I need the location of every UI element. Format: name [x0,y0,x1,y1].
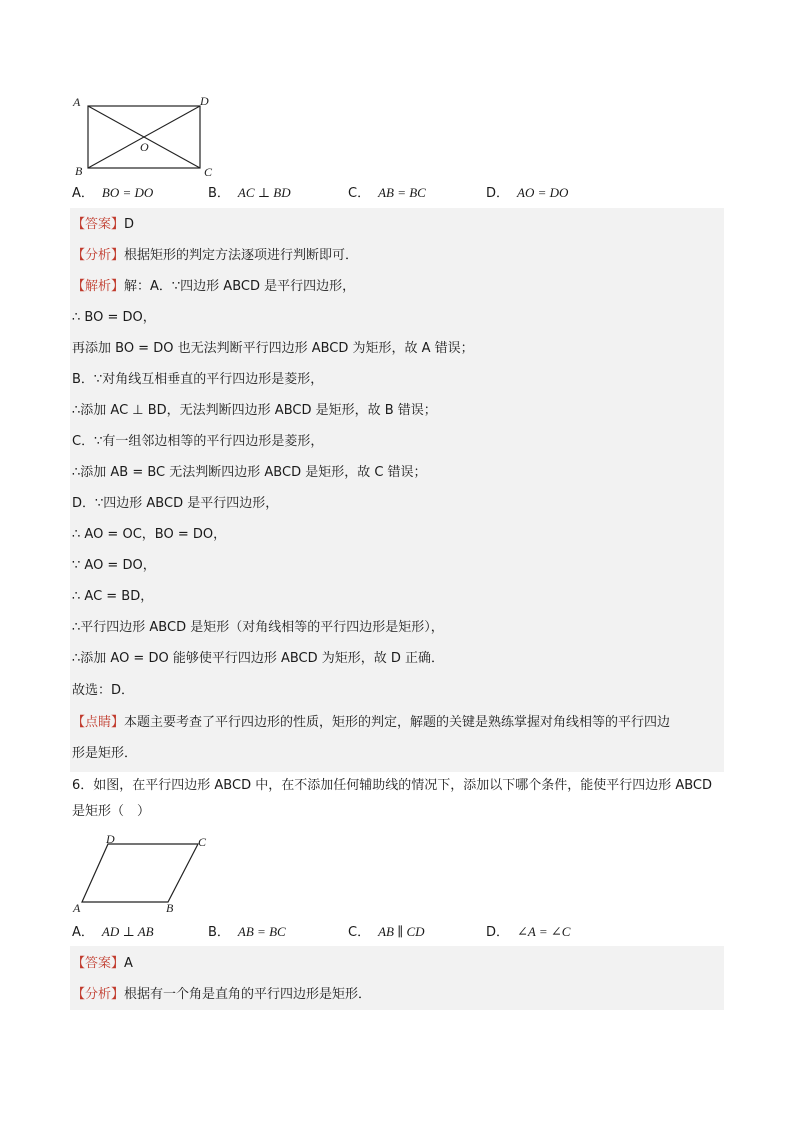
q5-solution-line-14: 故选：D． [72,683,135,698]
q5-answer: 【答案】D [72,217,135,232]
q5-solution-line-13: ∴添加 AO = DO 能够使平行四边形 ABCD 为矩形，故 D 正确． [72,651,445,666]
q6-option-b[interactable]: B． AB = BC [208,924,286,940]
rectangle-figure [68,92,228,182]
q5-comment-line-1: 【点睛】本题主要考查了平行四边形的性质，矩形的判定，解题的关键是熟练掌握对角线相等的平行四边 [72,715,671,730]
label-b: B [75,164,83,178]
label-b: B [166,901,174,915]
parallelogram-figure [68,832,228,918]
label-c: C [198,835,207,849]
q5-option-c[interactable]: C． AB = BC [348,185,426,201]
q5-solution-line-4: B．∵对角线互相垂直的平行四边形是菱形， [72,372,324,387]
q6-option-c[interactable]: C． AB ∥ CD [348,924,425,940]
q6-answer: 【答案】A [72,956,133,971]
label-o: O [140,140,149,154]
q5-solution-line-5: ∴添加 AC ⊥ BD，无法判断四边形 ABCD 是矩形，故 B 错误； [72,403,437,418]
q5-solution-line-3: 再添加 BO = DO 也无法判断平行四边形 ABCD 为矩形，故 A 错误； [72,341,474,356]
q5-analysis: 【分析】根据矩形的判定方法逐项进行判断即可． [72,248,359,263]
q6-option-d[interactable]: D． ∠A = ∠C [486,924,571,940]
q5-solution-line-9: ∴ AO = OC，BO = DO， [72,527,227,542]
q6-stem-line-2: 是矩形（ ） [72,804,151,819]
q5-solution-line-10: ∵ AO = DO， [72,558,156,573]
label-d: D [106,832,115,846]
label-a: A [73,95,81,109]
q5-option-b[interactable]: B． AC ⊥ BD [208,185,291,201]
q6-options [72,922,752,942]
q6-option-a[interactable]: A． AD ⊥ AB [72,924,154,940]
q5-option-a[interactable]: A． BO = DO [72,185,154,201]
q6-stem [72,773,724,825]
q5-solution-line-2: ∴ BO = DO， [72,310,156,325]
q5-solution-line-7: ∴添加 AB = BC 无法判断四边形 ABCD 是矩形，故 C 错误； [72,465,427,480]
label-a: A [73,901,81,915]
q6-analysis: 【分析】根据有一个角是直角的平行四边形是矩形． [72,987,372,1002]
label-c: C [204,165,213,179]
q5-solution-line-1: 【解析】解：A．∵四边形 ABCD 是平行四边形， [72,279,356,294]
q5-comment-line-2: 形是矩形． [72,746,138,761]
q5-options [72,183,752,203]
parallelogram-shape [82,844,198,902]
label-d: D [200,94,209,108]
q5-option-d[interactable]: D． AO = DO [486,185,569,201]
q6-stem-line-1: 6．如图，在平行四边形 ABCD 中，在不添加任何辅助线的情况下，添加以下哪个条件，能使平行四边形 ABCD [72,778,713,793]
q5-solution-line-11: ∴ AC = BD， [72,589,154,604]
q5-solution-line-8: D．∵四边形 ABCD 是平行四边形， [72,496,279,511]
q5-solution-line-6: C．∵有一组邻边相等的平行四边形是菱形， [72,434,324,449]
q5-solution-line-12: ∴平行四边形 ABCD 是矩形（对角线相等的平行四边形是矩形）， [72,620,444,635]
